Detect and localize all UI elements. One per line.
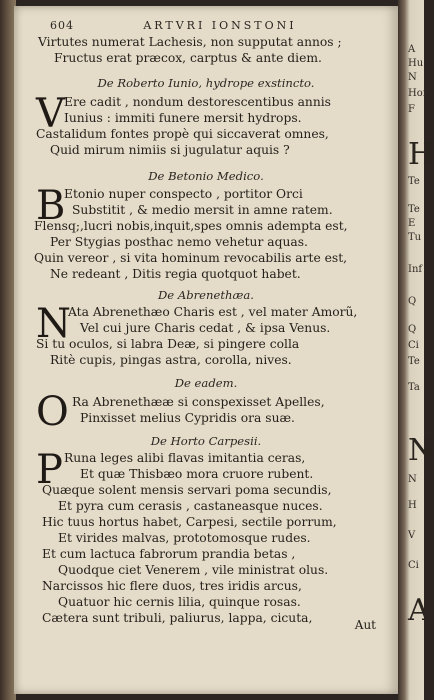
verse-line: Et virides malvas, prototomosque rudes.: [58, 531, 311, 545]
verse-line: Ata Abrenethæo Charis est , vel mater Amorũ,: [68, 305, 358, 319]
facing-text-fragment: Te: [408, 204, 420, 215]
poem-heading: De Roberto Iunio, hydrope exstincto.: [97, 76, 315, 90]
verse-line: Quæque solent mensis servari poma secundis,: [42, 483, 332, 497]
verse-line: Cætera sunt tribuli, paliurus, lappa, cicuta,: [42, 611, 313, 625]
verse-line: Narcissos hic flere duos, tres iridis arcus,: [42, 579, 302, 593]
poem-heading: De Abrenethæa.: [158, 288, 254, 302]
verse-line: Ere cadit , nondum destorescentibus annis: [64, 95, 331, 109]
facing-text-fragment: Te: [408, 356, 420, 367]
verse-line: Castalidum fontes propè qui siccaverat omnes,: [36, 127, 329, 141]
drop-cap: N: [36, 301, 71, 347]
facing-large-letter: N: [408, 433, 434, 468]
drop-cap: O: [36, 389, 69, 435]
facing-text-fragment: N: [408, 474, 417, 485]
book-page: [14, 6, 398, 694]
facing-text-fragment: F: [408, 104, 415, 115]
page-number: 604: [50, 19, 74, 32]
verse-line: Ra Abrenethææ si conspexisset Apelles,: [72, 395, 325, 409]
drop-cap: B: [36, 183, 66, 229]
verse-line: Pinxisset melius Cypridis ora suæ.: [80, 411, 295, 425]
facing-text-fragment: Ta: [408, 382, 420, 393]
facing-text-fragment: H: [408, 500, 417, 511]
verse-line: Et quæ Thisbæo mora cruore rubent.: [80, 467, 314, 481]
facing-large-letter: H: [408, 137, 434, 172]
drop-cap: V: [36, 91, 65, 137]
poem-heading: De Betonio Medico.: [148, 169, 264, 183]
verse-line: Etonio nuper conspecto , portitor Orci: [64, 187, 303, 201]
verse-line: Ne redeant , Ditis regia quotquot habet.: [50, 267, 301, 281]
facing-large-letter: A: [408, 593, 430, 628]
facing-text-fragment: Hor: [408, 88, 428, 99]
drop-cap: P: [36, 447, 63, 493]
verse-line: Vel cui jure Charis cedat , & ipsa Venus.: [80, 321, 331, 335]
running-title: ARTVRI IONSTONI: [143, 19, 297, 32]
facing-text-fragment: Ci: [408, 560, 419, 571]
verse-line: Substitit , & medio mersit in amne ratem.: [72, 203, 333, 217]
facing-text-fragment: Q: [408, 324, 417, 335]
facing-text-fragment: Q: [408, 296, 417, 307]
facing-text-fragment: V: [408, 530, 416, 541]
verse-line: Flensq;,lucri nobis,inquit,spes omnis adempta est,: [34, 219, 348, 233]
verse-line: Quin vereor , si vita hominum revocabilis arte est,: [34, 251, 348, 265]
facing-text-fragment: A: [408, 44, 416, 55]
verse-line: Et pyra cum cerasis , castaneasque nuces.: [58, 499, 323, 513]
verse-line: Si tu oculos, si labra Deæ, si pingere colla: [36, 337, 300, 351]
verse-line: Fructus erat præcox, carptus & ante diem.: [54, 51, 322, 65]
catchword: Aut: [354, 618, 376, 632]
facing-text-fragment: Inf: [408, 264, 423, 275]
verse-line: Quid mirum nimiis si jugulatur aquis ?: [50, 143, 290, 157]
facing-text-fragment: Te: [408, 176, 420, 187]
verse-line: Iunius : immiti funere mersit hydrops.: [64, 111, 302, 125]
verse-line: Virtutes numerat Lachesis, non supputat annos ;: [38, 35, 342, 49]
verse-line: Quodque ciet Venerem , vile ministrat olus.: [58, 563, 329, 577]
facing-text-fragment: Tu: [408, 232, 422, 243]
facing-text-fragment: N: [408, 72, 417, 83]
facing-text-fragment: E: [408, 218, 416, 229]
running-head: [50, 19, 390, 33]
verse-line: Runa leges alibi flavas imitantia ceras,: [64, 451, 306, 465]
poem-heading: De Horto Carpesii.: [150, 434, 262, 448]
poem-heading: De eadem.: [174, 376, 238, 390]
facing-page-edge: [398, 0, 434, 700]
facing-text-fragment: Hu: [408, 58, 424, 69]
verse-line: Hic tuus hortus habet, Carpesi, sectile porrum,: [42, 515, 337, 529]
verse-line: Quatuor hic cernis lilia, quinque rosas.: [58, 595, 301, 609]
verse-line: Ritè cupis, pingas astra, corolla, nives.: [50, 353, 292, 367]
verse-line: Per Stygias posthac nemo vehetur aquas.: [50, 235, 308, 249]
facing-text-fragment: Ci: [408, 340, 419, 351]
verse-line: Et cum lactuca fabrorum prandia betas ,: [42, 547, 296, 561]
